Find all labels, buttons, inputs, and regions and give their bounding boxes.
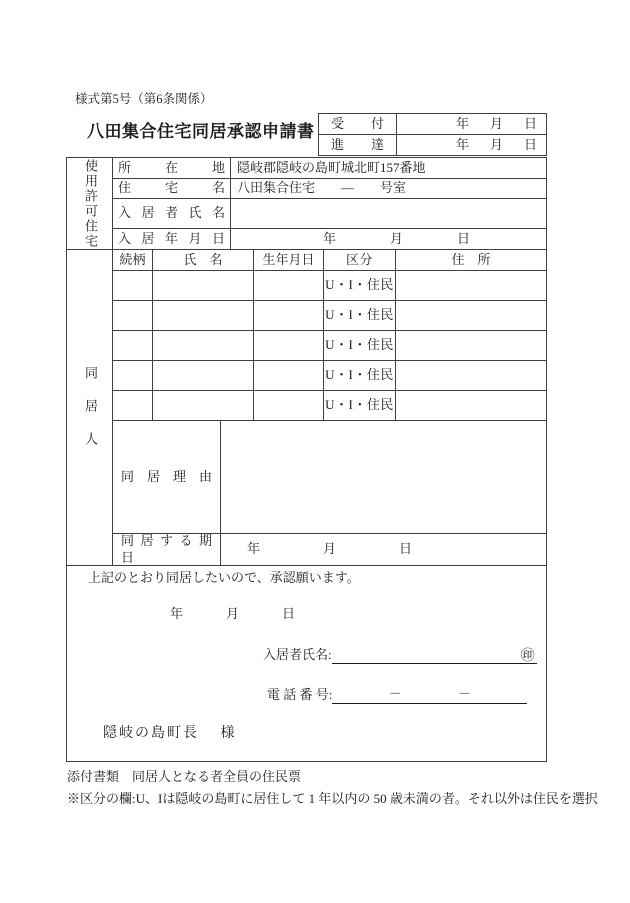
day-label: 日 bbox=[457, 230, 471, 246]
birthdate-cell bbox=[254, 271, 324, 300]
category-cell: U・I・住民 bbox=[324, 361, 396, 390]
cohabitation-date-value-cell bbox=[221, 534, 546, 565]
relationship-cell bbox=[113, 361, 153, 390]
licensed-housing-section bbox=[67, 158, 546, 250]
page-title: 八田集合住宅同居承認申請書 bbox=[87, 122, 315, 141]
receipt-label-cell bbox=[319, 114, 397, 134]
col-header-relationship: 続柄 bbox=[113, 250, 153, 270]
location-value: 隠岐郡隠岐の島町城北町157番地 bbox=[237, 159, 426, 175]
year-label: 年 bbox=[323, 230, 337, 246]
name-cell bbox=[153, 391, 254, 420]
applicant-name-label: 入居者氏名: bbox=[263, 647, 332, 663]
forwarding-label-cell bbox=[319, 135, 397, 155]
cohabitation-date-label-cell bbox=[113, 534, 221, 565]
cohabitants-section-label: 同居人 bbox=[82, 366, 98, 465]
phone-dash: － bbox=[458, 686, 472, 702]
address-cell bbox=[396, 301, 546, 330]
name-cell bbox=[153, 271, 254, 300]
receipt-table bbox=[318, 113, 547, 156]
name-cell bbox=[153, 331, 254, 360]
cohabitants-section-label-cell bbox=[67, 250, 113, 565]
movein-date-label: 入 居 年 月 日 bbox=[118, 230, 225, 246]
phone-number-entry-line bbox=[332, 687, 527, 704]
cohabitation-date-label: 同 居 す る 期 日 bbox=[121, 532, 212, 565]
name-cell bbox=[153, 301, 254, 330]
forwarding-row bbox=[319, 134, 546, 155]
cohabitant-row-2 bbox=[113, 301, 546, 331]
statement-date-line bbox=[170, 606, 295, 623]
month-label: 月 bbox=[226, 606, 240, 621]
col-header-category: 区分 bbox=[324, 250, 396, 270]
month-label: 月 bbox=[390, 230, 404, 246]
year-label: 年 bbox=[455, 136, 469, 152]
resident-name-row bbox=[113, 199, 546, 229]
month-label: 月 bbox=[489, 115, 503, 131]
relationship-cell bbox=[113, 331, 153, 360]
movein-date-label-cell bbox=[113, 229, 231, 249]
forwarding-date-cell bbox=[397, 135, 546, 155]
month-label: 月 bbox=[323, 541, 337, 557]
col-header-birthdate: 生年月日 bbox=[254, 250, 324, 270]
location-label-cell bbox=[113, 158, 231, 178]
relationship-cell bbox=[113, 271, 153, 300]
birthdate-cell bbox=[254, 361, 324, 390]
resident-name-label: 入 居 者 氏 名 bbox=[118, 205, 225, 221]
cohabitant-row-4 bbox=[113, 361, 546, 391]
address-cell bbox=[396, 331, 546, 360]
addressee: 隠岐の島町長 様 bbox=[103, 726, 237, 741]
birthdate-cell bbox=[254, 301, 324, 330]
cohabitant-row-5 bbox=[113, 391, 546, 421]
statement-section bbox=[67, 566, 546, 761]
category-cell: U・I・住民 bbox=[324, 301, 396, 330]
housing-name-value: 八田集合住宅 ― 号室 bbox=[237, 180, 407, 196]
birthdate-cell bbox=[254, 391, 324, 420]
year-label: 年 bbox=[247, 541, 261, 557]
day-label: 日 bbox=[523, 115, 537, 131]
seal-mark: ㊞ bbox=[520, 649, 535, 664]
housing-name-label: 住 宅 名 bbox=[118, 180, 225, 196]
main-form-table bbox=[66, 157, 547, 762]
address-cell bbox=[396, 391, 546, 420]
receipt-date-cell bbox=[397, 114, 546, 134]
category-cell: U・I・住民 bbox=[324, 331, 396, 360]
statement-text: 上記のとおり同居したいので、承認願います。 bbox=[88, 570, 360, 585]
applicant-name-line bbox=[263, 647, 537, 664]
cohabitation-reason-label-cell bbox=[113, 421, 221, 533]
month-label: 月 bbox=[489, 136, 503, 152]
licensed-housing-section-label-cell bbox=[67, 158, 113, 249]
day-label: 日 bbox=[523, 136, 537, 152]
applicant-name-entry-line bbox=[332, 647, 537, 664]
housing-name-row bbox=[113, 179, 546, 199]
name-cell bbox=[153, 361, 254, 390]
resident-name-label-cell bbox=[113, 199, 231, 228]
location-row bbox=[113, 158, 546, 179]
year-label: 年 bbox=[455, 115, 469, 131]
cohabitation-reason-value-cell bbox=[221, 421, 546, 533]
day-label: 日 bbox=[399, 541, 413, 557]
year-label: 年 bbox=[170, 606, 184, 621]
licensed-housing-rows bbox=[113, 158, 546, 249]
licensed-housing-section-label: 使用許可住宅 bbox=[82, 158, 98, 249]
forwarding-label: 進 達 bbox=[331, 136, 384, 152]
category-cell: U・I・住民 bbox=[324, 271, 396, 300]
housing-name-label-cell bbox=[113, 179, 231, 198]
cohabitation-date-row bbox=[113, 534, 546, 565]
relationship-cell bbox=[113, 301, 153, 330]
phone-number-line bbox=[267, 687, 527, 704]
day-label: 日 bbox=[282, 606, 296, 621]
col-header-address: 住 所 bbox=[451, 251, 491, 267]
cohabitation-reason-label: 同 居 理 由 bbox=[121, 468, 212, 484]
birthdate-cell bbox=[254, 331, 324, 360]
cohabitant-row-3 bbox=[113, 331, 546, 361]
receipt-label: 受 付 bbox=[331, 115, 384, 131]
address-cell bbox=[396, 271, 546, 300]
resident-name-value-cell bbox=[231, 199, 546, 228]
category-cell: U・I・住民 bbox=[324, 391, 396, 420]
receipt-row bbox=[319, 114, 546, 134]
cohabitation-reason-row bbox=[113, 421, 546, 534]
phone-number-label: 電 話 番 号: bbox=[267, 687, 333, 703]
cohabitants-rows bbox=[113, 250, 546, 565]
movein-date-row bbox=[113, 229, 546, 249]
phone-dash: － bbox=[388, 686, 402, 702]
movein-date-value-cell bbox=[231, 229, 546, 249]
location-label: 所 在 地 bbox=[118, 159, 225, 175]
attachment-note: 添付書類 同居人となる者全員の住民票 bbox=[67, 769, 302, 784]
cohabitant-row-1 bbox=[113, 271, 546, 301]
cohabitants-section bbox=[67, 250, 546, 566]
col-header-name: 氏 名 bbox=[153, 250, 254, 270]
relationship-cell bbox=[113, 391, 153, 420]
category-note: ※区分の欄:U、Iは隠岐の島町に居住して 1 年以内の 50 歳未満の者。それ以外は住民を選択 bbox=[67, 791, 598, 806]
form-number: 様式第5号（第6条関係） bbox=[75, 92, 213, 106]
address-cell bbox=[396, 361, 546, 390]
cohabitants-header-row bbox=[113, 250, 546, 271]
